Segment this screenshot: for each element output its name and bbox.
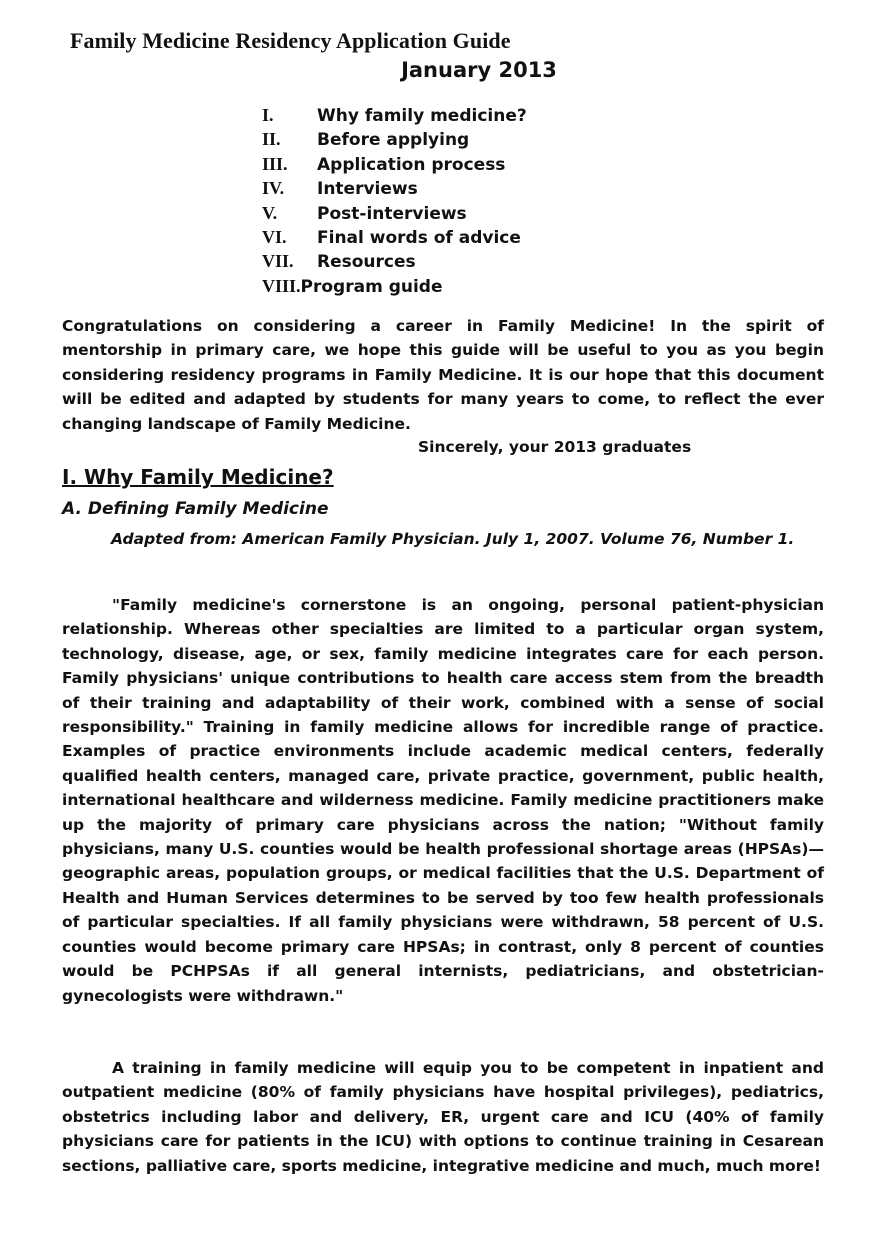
toc-item-label: Interviews <box>317 179 418 200</box>
toc-item-label: Final words of advice <box>317 227 521 248</box>
toc-item-label: Post-interviews <box>317 203 467 224</box>
toc-item <box>262 274 527 298</box>
toc-item <box>262 103 527 127</box>
toc-item <box>262 225 527 249</box>
table-of-contents <box>262 103 527 298</box>
subsection-heading: A. Defining Family Medicine <box>62 499 329 519</box>
toc-item-number: II. <box>262 129 281 150</box>
body-paragraph-2: A training in family medicine will equip you to be competent in inpatient and outpatient medicine (80% of family physicians have hospital privileges), pediatrics, obstetrics including labor and delivery, ER, urgent care and ICU (40% of family physicians care for patients in the ICU) with options to continue training in Cesarean sections, palliative care, sports medicine, integrative medicine and much, much more! <box>62 1059 824 1175</box>
toc-item <box>262 249 527 273</box>
document-title: Family Medicine Residency Application Guide <box>70 28 511 53</box>
body-paragraph-1: "Family medicine's cornerstone is an ongoing, personal patient-physician relationship. Whereas other specialties are limited to a particular organ system, technology, disease, age, or sex, family medicine integrates care for each person. Family physicians' unique contributions to health care access stem from the breadth of their training and adaptability of their work, combined with a sense of social responsibility." Training in family medicine allows for incredible range of practice. Examples of practice environments include academic medical centers, federally qualified health centers, managed care, private practice, government, public health, international healthcare and wilderness medicine. Family medicine practitioners make up the majority of primary care physicians across the nation; "Without family physicians, many U.S. counties would be health professional shortage areas (HPSAs)—geographic areas, population groups, or medical facilities that the U.S. Department of Health and Human Services determines to be served by too few health professionals of particular specialties. If all family physicians were withdrawn, 58 percent of U.S. counties would become primary care HPSAs; in contrast, only 8 percent of counties would be PCHPSAs if all general internists, pediatricians, and obstetrician-gynecologists were withdrawn." <box>62 596 824 1005</box>
toc-item <box>262 152 527 176</box>
toc-item-number: IV. <box>262 178 285 199</box>
signoff: Sincerely, your 2013 graduates <box>418 438 692 456</box>
section-heading: I. Why Family Medicine? <box>62 465 334 489</box>
source-citation: Adapted from: American Family Physician. July 1, 2007. Volume 76, Number 1. <box>111 530 795 548</box>
document-date: January 2013 <box>401 58 557 82</box>
toc-item-number: VII. <box>262 251 294 272</box>
toc-item-label: Application process <box>317 154 506 175</box>
toc-item <box>262 127 527 151</box>
toc-item-label: Why family medicine? <box>317 106 527 126</box>
toc-item-number: VIII. <box>262 275 301 296</box>
toc-item-number: VI. <box>262 226 287 247</box>
toc-item <box>262 176 527 200</box>
toc-item-label: Before applying <box>317 130 470 151</box>
toc-item <box>262 201 527 225</box>
toc-item-label: Resources <box>317 252 416 273</box>
toc-item-label: Program guide <box>300 276 443 297</box>
toc-item-number: I. <box>262 105 274 125</box>
intro-paragraph: Congratulations on considering a career in Family Medicine! In the spirit of mentorship in primary care, we hope this guide will be useful to you as you begin considering residency programs in Family Medicine. It is our hope that this document will be edited and adapted by students for many years to come, to reflect the ever changing landscape of Family Medicine. <box>62 317 824 433</box>
toc-item-number: III. <box>262 153 288 174</box>
toc-item-number: V. <box>262 202 278 223</box>
